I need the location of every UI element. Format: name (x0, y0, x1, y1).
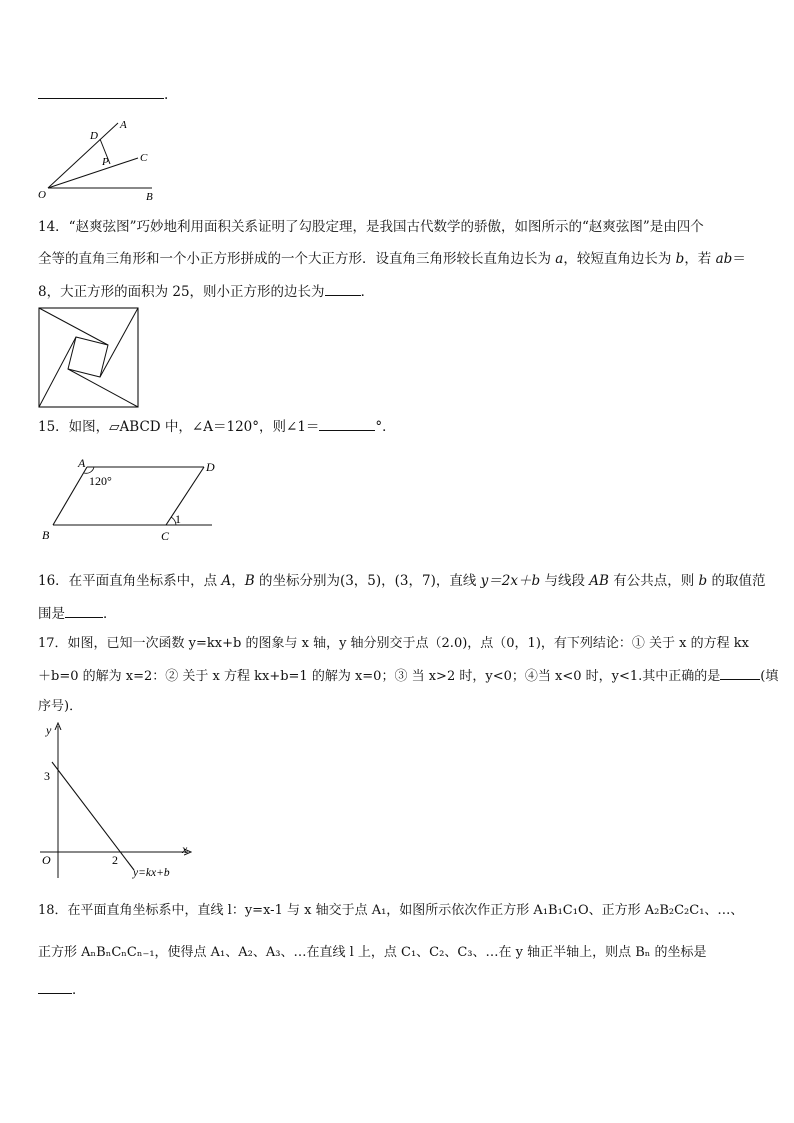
label-P: P (102, 156, 109, 168)
figure-angle-bisector (34, 115, 164, 205)
q13-answer-line: . (38, 86, 168, 103)
tick-2-label: 2 (112, 853, 118, 867)
angle-1-label: 1 (175, 512, 181, 526)
axis-x-label: x (182, 842, 188, 856)
figure-linear-function-graph (30, 718, 200, 883)
q14-line-3: 8，大正方形的面积为 25，则小正方形的边长为 ． (38, 284, 375, 300)
figure-zhao-shuang-diagram (38, 307, 140, 409)
q17-line-3: 序号)． (38, 699, 83, 714)
answer-blank[interactable] (325, 283, 361, 296)
label-O: O (38, 189, 46, 201)
label-B: B (42, 528, 50, 542)
figure-parallelogram (36, 455, 216, 545)
q17-line-2: ＋b=0 的解为 x=2：② 关于 x 方程 kx+b=1 的解为 x=0；③ 当 x>2 时，y<0；④当 x<0 时，y<1.其中正确的是 (填 (38, 669, 779, 684)
axis-y-label: y (46, 723, 52, 737)
answer-blank[interactable] (319, 418, 375, 431)
answer-blank[interactable] (720, 667, 760, 680)
q18-line-1: 18．在平面直角坐标系中，直线 l：y=x-1 与 x 轴交于点 A₁，如图所示依次作正方形 A₁B₁C₁O、正方形 A₂B₂C₂C₁、…、 (38, 903, 744, 918)
label-B: B (146, 191, 153, 203)
label-C: C (161, 529, 170, 543)
answer-blank[interactable] (38, 981, 72, 994)
angle-label: 120° (89, 474, 112, 488)
q18-line-2: 正方形 AₙBₙCₙCₙ₋₁，使得点 A₁、A₂、A₃、…在直线 l 上，点 C₁、C₂、C₃、…在 y 轴正半轴上，则点 Bₙ 的坐标是 (38, 945, 707, 960)
label-A: A (120, 119, 127, 131)
answer-blank[interactable] (38, 86, 164, 99)
label-D: D (206, 460, 215, 474)
tick-3-label: 3 (44, 769, 50, 783)
function-label: y=kx+b (133, 867, 170, 879)
q16-line-1: 16．在平面直角坐标系中，点 A，B 的坐标分别为(3，5)，(3，7)，直线 y＝2x＋b 与线段 AB 有公共点，则 b 的取值范 (38, 573, 766, 589)
q14-line-2: 全等的直角三角形和一个小正方形拼成的一个大正方形．设直角三角形较长直角边长为 a，较短直角边长为 b，若 ab＝ (38, 251, 746, 267)
label-C: C (140, 152, 148, 164)
origin-label: O (42, 853, 51, 867)
label-D: D (90, 130, 98, 142)
q15-line: 15．如图，▱ABCD 中，∠A＝120°，则∠1＝ °． (38, 419, 396, 435)
q17-line-1: 17．如图，已知一次函数 y=kx+b 的图象与 x 轴，y 轴分别交于点（2.0)，点（0，1)，有下列结论：① 关于 x 的方程 kx (38, 636, 749, 651)
q18-line-3: ． (38, 981, 86, 998)
q14-line-1: 14．“赵爽弦图”巧妙地利用面积关系证明了勾股定理，是我国古代数学的骄傲，如图所示的“赵爽弦图”是由四个 (38, 219, 704, 235)
label-A: A (78, 456, 86, 470)
q16-line-2: 围是 ． (38, 606, 117, 622)
answer-blank[interactable] (65, 605, 103, 618)
